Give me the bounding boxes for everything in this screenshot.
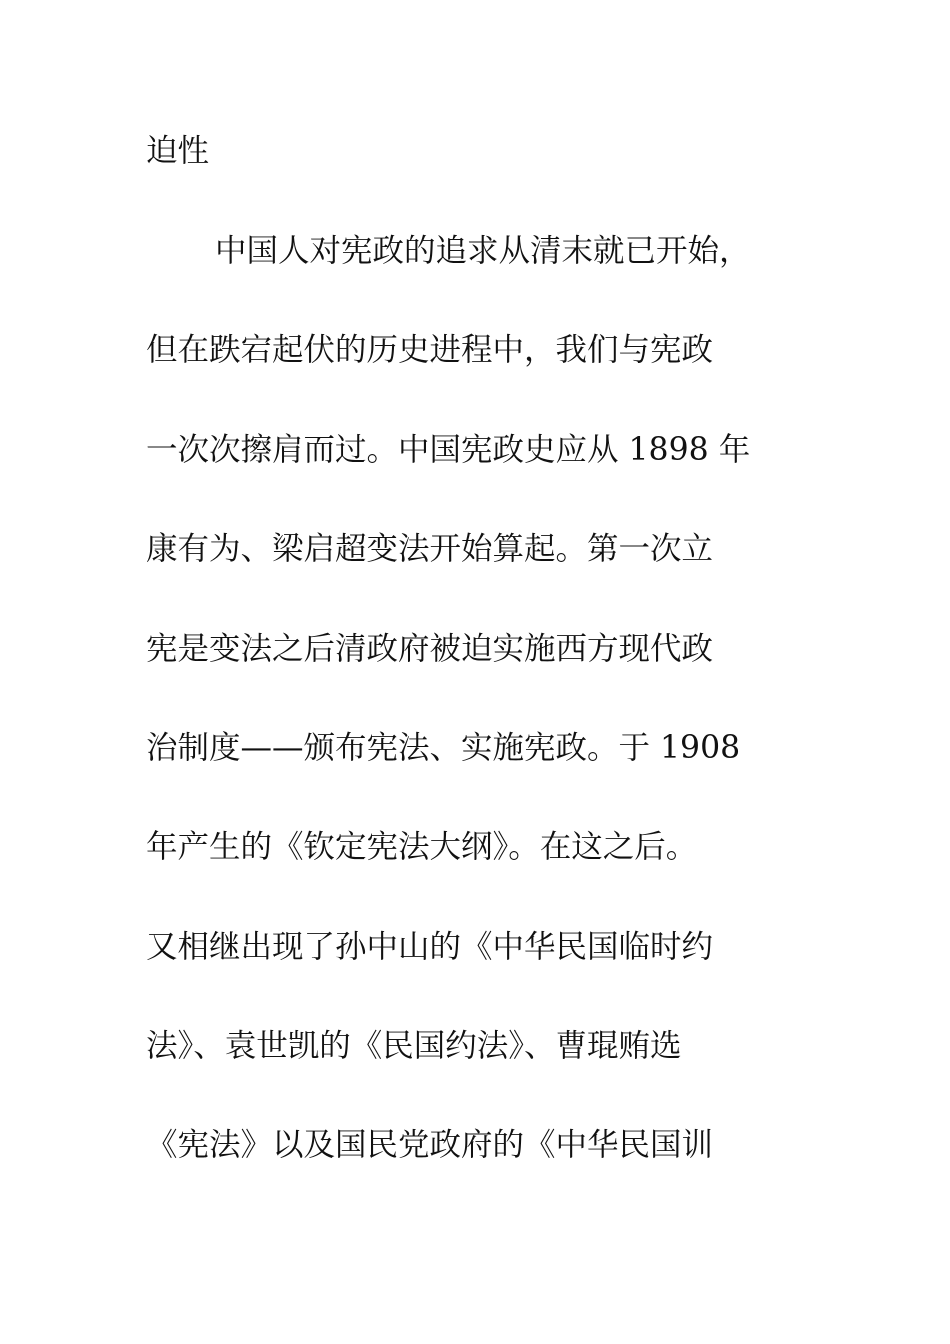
text-line-6: 宪是变法之后清政府被迫实施西方现代政: [146, 631, 714, 667]
text-line-3: 但在跌宕起伏的历史进程中，我们与宪政: [146, 332, 714, 368]
text-line-7: 治制度——颁布宪法、实施宪政。于 1908: [146, 730, 741, 766]
text-line-10: 法》、袁世凯的《民国约法》、曹琨贿选: [146, 1028, 682, 1064]
text-line-9: 又相继出现了孙中山的《中华民国临时约: [146, 929, 714, 965]
text-line-8: 年产生的《钦定宪法大纲》。在这之后。: [146, 829, 698, 865]
text-line-11: 《宪法》以及国民党政府的《中华民国训: [146, 1127, 714, 1163]
paragraph-first-line: 中国人对宪政的追求从清末就已开始，: [215, 233, 751, 269]
text-line-1: 迫性: [146, 133, 210, 169]
text-line-4: 一次次擦肩而过。中国宪政史应从 1898 年: [146, 432, 751, 468]
text-line-5: 康有为、梁启超变法开始算起。第一次立: [146, 531, 714, 567]
